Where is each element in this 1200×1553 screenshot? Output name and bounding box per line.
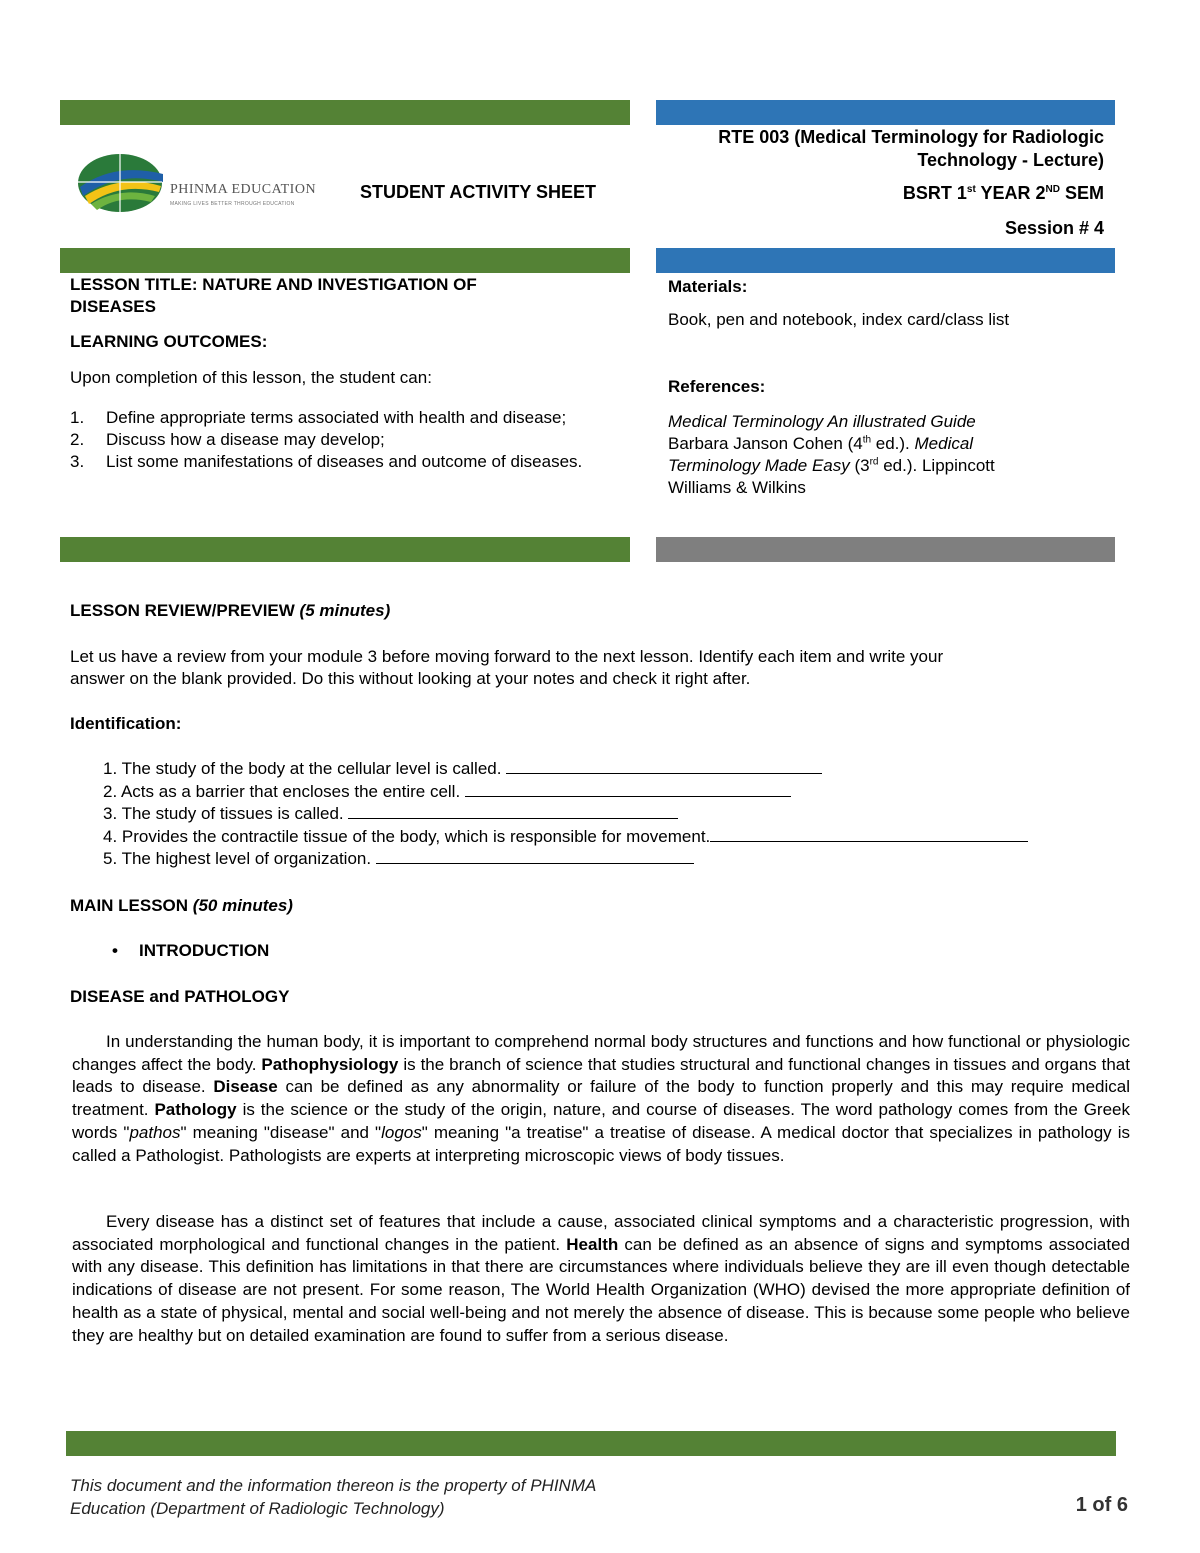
main-lesson-heading-text: MAIN LESSON: [70, 896, 193, 915]
reference-title: Medical Terminology An illustrated Guide: [668, 412, 976, 431]
paragraph-text: " meaning "disease" and ": [180, 1122, 382, 1142]
reference-publisher: Williams & Wilkins: [668, 478, 806, 497]
materials-heading: Materials:: [668, 277, 748, 296]
learning-outcomes-heading: LEARNING OUTCOMES:: [70, 332, 268, 351]
list-item: [70, 429, 618, 451]
course-title: [640, 126, 1104, 172]
header-bar-right-mid: [656, 248, 1115, 273]
answer-blank[interactable]: [465, 782, 791, 797]
term-pathology: Pathology: [154, 1100, 237, 1120]
reference-sup: rd: [869, 456, 879, 468]
materials-text: Book, pen and notebook, index card/class list: [668, 310, 1010, 329]
program-year: [640, 183, 1104, 204]
review-heading-time: (5 minutes): [299, 601, 391, 620]
identification-item-text: 4. Provides the contractile tissue of the body, which is responsible for movement.: [103, 826, 711, 846]
references-text: [668, 411, 1108, 499]
introduction-label: INTRODUCTION: [139, 941, 270, 960]
reference-edition: ed.). Lippincott: [878, 456, 995, 475]
identification-item-text: 1. The study of the body at the cellular level is called.: [103, 759, 502, 778]
main-lesson-heading: [70, 895, 293, 917]
references-heading: References:: [668, 377, 766, 396]
list-item: [103, 826, 1133, 849]
term-logos: logos: [381, 1122, 422, 1142]
list-item: [103, 803, 1133, 826]
logo-text: PHINMA EDUCATION: [170, 182, 317, 197]
phinma-logo-icon: [75, 152, 165, 214]
paragraph-text: In understanding the human body, it is important to comprehend normal body structures and functions and how functional or physiologic changes affect the body.: [72, 1032, 1130, 1074]
footer-bar: [66, 1431, 1116, 1456]
program-text: SEM: [1059, 183, 1104, 203]
list-item-number: 1.: [70, 408, 85, 427]
footer-disclaimer: [70, 1474, 596, 1520]
list-item: [70, 407, 618, 429]
identification-list: [103, 758, 1133, 871]
course-title-line2: Technology - Lecture): [917, 150, 1104, 170]
paragraph-text: is the branch of science that studies structural and functional changes in tissues and organs that leads to disease.: [72, 1054, 1130, 1097]
answer-blank[interactable]: [506, 759, 822, 774]
header-bar-left-mid: [60, 248, 630, 273]
phinma-logo: [75, 152, 325, 212]
lesson-title-line1: LESSON TITLE: NATURE AND INVESTIGATION OF: [70, 275, 477, 294]
program-text: BSRT 1: [902, 183, 967, 203]
course-title-line1: RTE 003 (Medical Terminology for Radiologic: [718, 127, 1104, 147]
list-item-number: 3.: [70, 452, 85, 471]
term-health: Health: [566, 1234, 619, 1254]
answer-blank[interactable]: [376, 849, 694, 864]
paragraph-text: can be defined as an absence of signs and symptoms associated with any disease. This definition has limitations in that there are circumstances where individuals believe they are ill even though detectable indications of disease are not present. For some reason, The World Health Organization (WHO) devised the more appropriate definition of health as a state of physical, mental and social well-being and not merely the absence of disease. This is because some people who believe they are healthy but on detailed examination are found to suffer from a serious disease.: [72, 1234, 1130, 1345]
review-heading-text: LESSON REVIEW/PREVIEW: [70, 601, 300, 620]
paragraph-pathology: [72, 1031, 1130, 1167]
answer-blank[interactable]: [710, 827, 1028, 842]
bullet-icon: •: [112, 941, 118, 960]
list-item-text: Discuss how a disease may develop;: [106, 430, 385, 449]
reference-author: Barbara Janson Cohen (4: [668, 434, 863, 453]
review-intro-line2: answer on the blank provided. Do this without looking at your notes and check it right after.: [70, 669, 751, 688]
identification-heading: Identification:: [70, 714, 182, 733]
header-bar-right-bottom: [656, 537, 1115, 562]
review-intro-line1: Let us have a review from your module 3 before moving forward to the next lesson. Identify each item and write your: [70, 647, 944, 666]
program-text: YEAR 2: [975, 183, 1046, 203]
program-sup: st: [966, 184, 976, 195]
session-number: Session # 4: [1004, 218, 1104, 238]
reference-edition: ed.).: [871, 434, 915, 453]
program-sup: ND: [1045, 184, 1060, 195]
header-bar-left-top: [60, 100, 630, 125]
reference-sup: th: [862, 434, 872, 446]
paragraph-text: can be defined as any abnormality or failure of the body to function properly and this may require medical treatment.: [72, 1077, 1130, 1120]
main-lesson-heading-time: (50 minutes): [192, 896, 293, 915]
list-item-number: 2.: [70, 430, 85, 449]
list-item: [70, 451, 618, 473]
term-pathophysiology: Pathophysiology: [261, 1054, 399, 1074]
term-pathos: pathos: [129, 1122, 181, 1142]
answer-blank[interactable]: [348, 804, 678, 819]
paragraph-text: is the science or the study of the origin, nature, and course of diseases. The word pathology comes from the Greek words ": [72, 1100, 1130, 1142]
lesson-title-line2: DISEASES: [70, 297, 156, 316]
header-bar-left-bottom: [60, 537, 630, 562]
learning-outcomes-list: [70, 407, 618, 473]
list-item: [103, 758, 1133, 781]
reference-title: Medical: [914, 434, 974, 453]
review-heading: [70, 600, 390, 622]
paragraph-text: Every disease has a distinct set of features that include a cause, associated clinical symptoms and a characteristic progression, with associated morphological and functional changes in the patient.: [72, 1212, 1130, 1254]
section-heading: DISEASE and PATHOLOGY: [70, 987, 290, 1006]
page-number: 1 of 6: [1075, 1494, 1128, 1516]
sheet-title: STUDENT ACTIVITY SHEET: [360, 182, 597, 202]
paragraph-health: [72, 1211, 1130, 1347]
logo-tagline: MAKING LIVES BETTER THROUGH EDUCATION: [170, 201, 295, 207]
footer-line2: Education (Department of Radiologic Technology): [70, 1499, 445, 1518]
list-item-text: Define appropriate terms associated with health and disease;: [106, 408, 567, 427]
identification-item-text: 5. The highest level of organization.: [103, 849, 372, 868]
identification-item-text: 3. The study of tissues is called.: [103, 804, 344, 823]
list-item: [103, 781, 1133, 804]
identification-item-text: 2. Acts as a barrier that encloses the entire cell.: [103, 781, 461, 801]
reference-edition: (3: [849, 456, 870, 475]
paragraph-text: " meaning "a treatise" a treatise of disease. A medical doctor that specializes in pathology is called a Pathologist. Pathologists are experts at interpreting microscopic views of body tissues.: [72, 1122, 1131, 1165]
lesson-title: [70, 274, 620, 318]
learning-outcomes-intro: Upon completion of this lesson, the student can:: [70, 368, 432, 387]
footer-line1: This document and the information thereon is the property of PHINMA: [70, 1476, 597, 1495]
header-bar-right-top: [656, 100, 1115, 125]
review-intro: [70, 646, 1130, 690]
list-item: [103, 848, 1133, 871]
term-disease: Disease: [213, 1077, 278, 1097]
introduction-bullet: [112, 940, 270, 962]
list-item-text: List some manifestations of diseases and outcome of diseases.: [106, 452, 583, 471]
reference-title: Terminology Made Easy: [668, 456, 850, 475]
